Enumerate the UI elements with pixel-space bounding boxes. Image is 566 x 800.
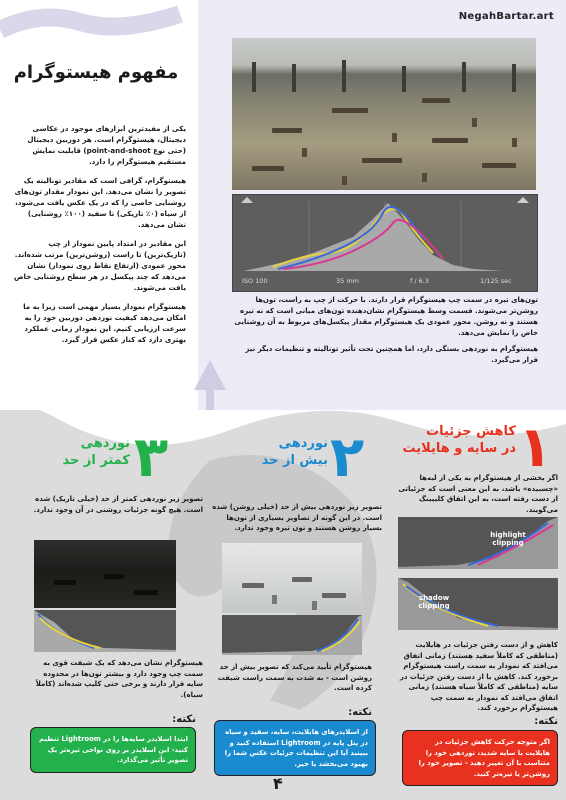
section-title-1: کاهش جزئیات در سایه و هایلایت	[402, 424, 516, 456]
histogram-info-bar	[232, 275, 536, 289]
overexposed-photo	[222, 543, 362, 613]
intro-paragraph: هیستوگرام، گرافی است که مقادیر تونالیته یک تصویر را نشان می‌دهد. این نمودار مقدار تون‌های روشنایی خاصی را که در یک عکس یافت می‌شود، از سیاه (۰٪ تاریکی) تا سفید (۱۰۰٪ روشنایی) نشان می‌دهد.	[14, 175, 186, 229]
note-title-3: نکته:	[172, 714, 196, 725]
shutter-speed: 1/125 sec	[480, 277, 512, 285]
section-text-1b: کاهش و از دست رفتن جزئیات در هایلایت (مناطقی که کاملاً سفید هستند) زمانی اتفاق می‌افتد که نمودار به سمت راست هیستوگرام برخورد کند. کاهش یا از دست رفتن جزئیات در سایه (مناطقی که کاملاً سیاه هستند) زمانی اتفاق می‌افتد که نمودار به سمت چپ هیستوگرام برخورد کند.	[399, 641, 558, 712]
intro-text	[8, 124, 186, 354]
underexposed-photo	[34, 540, 176, 608]
caption-paragraph: تون‌های تیره در سمت چپ هیستوگرام قرار دارند. با حرکت از چپ به راست، تون‌ها روشن‌تر می‌شوند. قسمت وسط هیستوگرام نشان‌دهنده تون‌های میانی است که نه تیره هستند و نه روشن. محور عمودی یک هیستوگرام مقدار پیکسل‌های مربوط به آن روشنایی خاص را نمایش می‌دهد.	[234, 296, 538, 337]
iso-value: ISO 100	[242, 277, 268, 285]
section-text-3: تصویر زیر نوردهی کمتر از حد (خیلی تاریک) شده است. هیچ گونه جزئیات روشنی در آن وجود ندارد.	[33, 495, 203, 514]
highlight-clipping-histogram	[398, 517, 558, 569]
note-title-1: نکته:	[534, 716, 558, 727]
page-title: مفهوم هیستوگرام	[13, 62, 179, 83]
aperture-value: f / 6.3	[410, 277, 429, 285]
histogram-graph	[233, 195, 537, 275]
brand-name: NegahBartar.art	[458, 11, 554, 22]
section-text-3b: هیستوگرام نشان می‌دهد که یک شیفت قوی به سمت چپ وجود دارد و بیشتر تون‌ها در محدوده سایه قرار دارند و برخی حتی کلیپ شده‌اند (کاملاً سیاه).	[35, 659, 203, 699]
underexposed-histogram	[34, 610, 176, 652]
page-number: ۴	[273, 774, 283, 793]
focal-length: 35 mm	[336, 277, 360, 285]
section-text-1: اگر بخشی از هیستوگرام به یکی از لبه‌ها «چسبیده» باشد، به این معنی است که جزئیاتی از دست رفته است، به این اتفاق کلیپینگ می‌گویند.	[398, 474, 558, 514]
intro-paragraph: هیستوگرام نمودار بسیار مهمی است زیرا به ما امکان می‌دهد کیفیت نوردهی دوربین خود را به سرعت ارزیابی کنیم. این نمودار زمانی عملکرد بهتری دارد که کنار عکس قرار گیرد.	[23, 301, 186, 344]
section-text-2: تصویر زیر نوردهی بیش از حد (خیلی روشن) شده است. در این گونه از تصاویر بسیاری از تون‌ها بسیار روشن هستند و تون تیره وجود ندارد.	[212, 503, 382, 532]
note-box-1: اگر متوجه حرکت کاهش جزئیات در هایلایت یا سایه شدید، نوردهی خود را متناسب با آن تغییر دهید - تصویر خود را روشن‌تر یا تیره‌تر کنید.	[402, 730, 558, 786]
section-title-3: نوردهی کمتر از حد	[62, 436, 130, 468]
section-number-1: ۱	[518, 415, 553, 480]
note-box-2: از اسلایدرهای هایلایت، سایه، سفید و سیاه در پنل پایه در Lightroom استفاده کنید و ببینید آیا این تنظیمات جزئیات عکس شما را بهبود می‌بخشد یا خیر.	[214, 720, 376, 776]
section-number-3: ۳	[134, 425, 169, 490]
arrow-decoration	[190, 360, 230, 412]
section-text-2b: هیستوگرام تأیید می‌کند که تصویر بیش از حد روشن است - به شدت به سمت راست شیفت کرده است.	[217, 663, 372, 692]
note-title-2: نکته:	[348, 707, 372, 718]
overexposed-histogram	[222, 615, 362, 655]
highlight-clipping-label: highlight clipping	[490, 531, 526, 547]
section-title-2: نوردهی بیش از حد	[261, 436, 328, 468]
caption-paragraph: هیستوگرام به نوردهی بستگی دارد، اما همچنین تحت تأثیر تونالیته و تنظیمات دیگر نیز قرار می‌گیرد.	[245, 345, 538, 365]
shadow-clipping-histogram	[398, 578, 558, 630]
bench-photo	[232, 38, 536, 190]
shadow-clipping-label: shadow clipping	[418, 594, 450, 610]
note-box-3: ابتدا اسلایدر سایه‌ها را در Lightroom تنظیم کنید- این اسلایدر بر روی نواحی تیره‌تر یک تصویر تأثیر می‌گذارد.	[30, 727, 196, 773]
section-number-2: ۲	[330, 425, 365, 490]
histogram-caption	[228, 295, 538, 372]
intro-paragraph: این مقادیر در امتداد پایین نمودار از چپ (تاریک‌ترین) تا راست (روشن‌ترین) مرتب شده‌اند. محور عمودی (ارتفاع نقاط روی نمودار) نشان می‌دهد که چند پیکسل در هر سطح روشنایی خاص یافت می‌شوند.	[14, 238, 186, 292]
paint-stroke-decoration	[0, 0, 200, 60]
intro-paragraph: یکی از مفیدترین ابزارهای موجود در عکاسی دیجیتال، هیستوگرام است. هر دوربین دیجیتال (حتی نوع point-and-shoot) قابلیت نمایش مستقیم هیستوگرام را دارد.	[27, 124, 186, 166]
